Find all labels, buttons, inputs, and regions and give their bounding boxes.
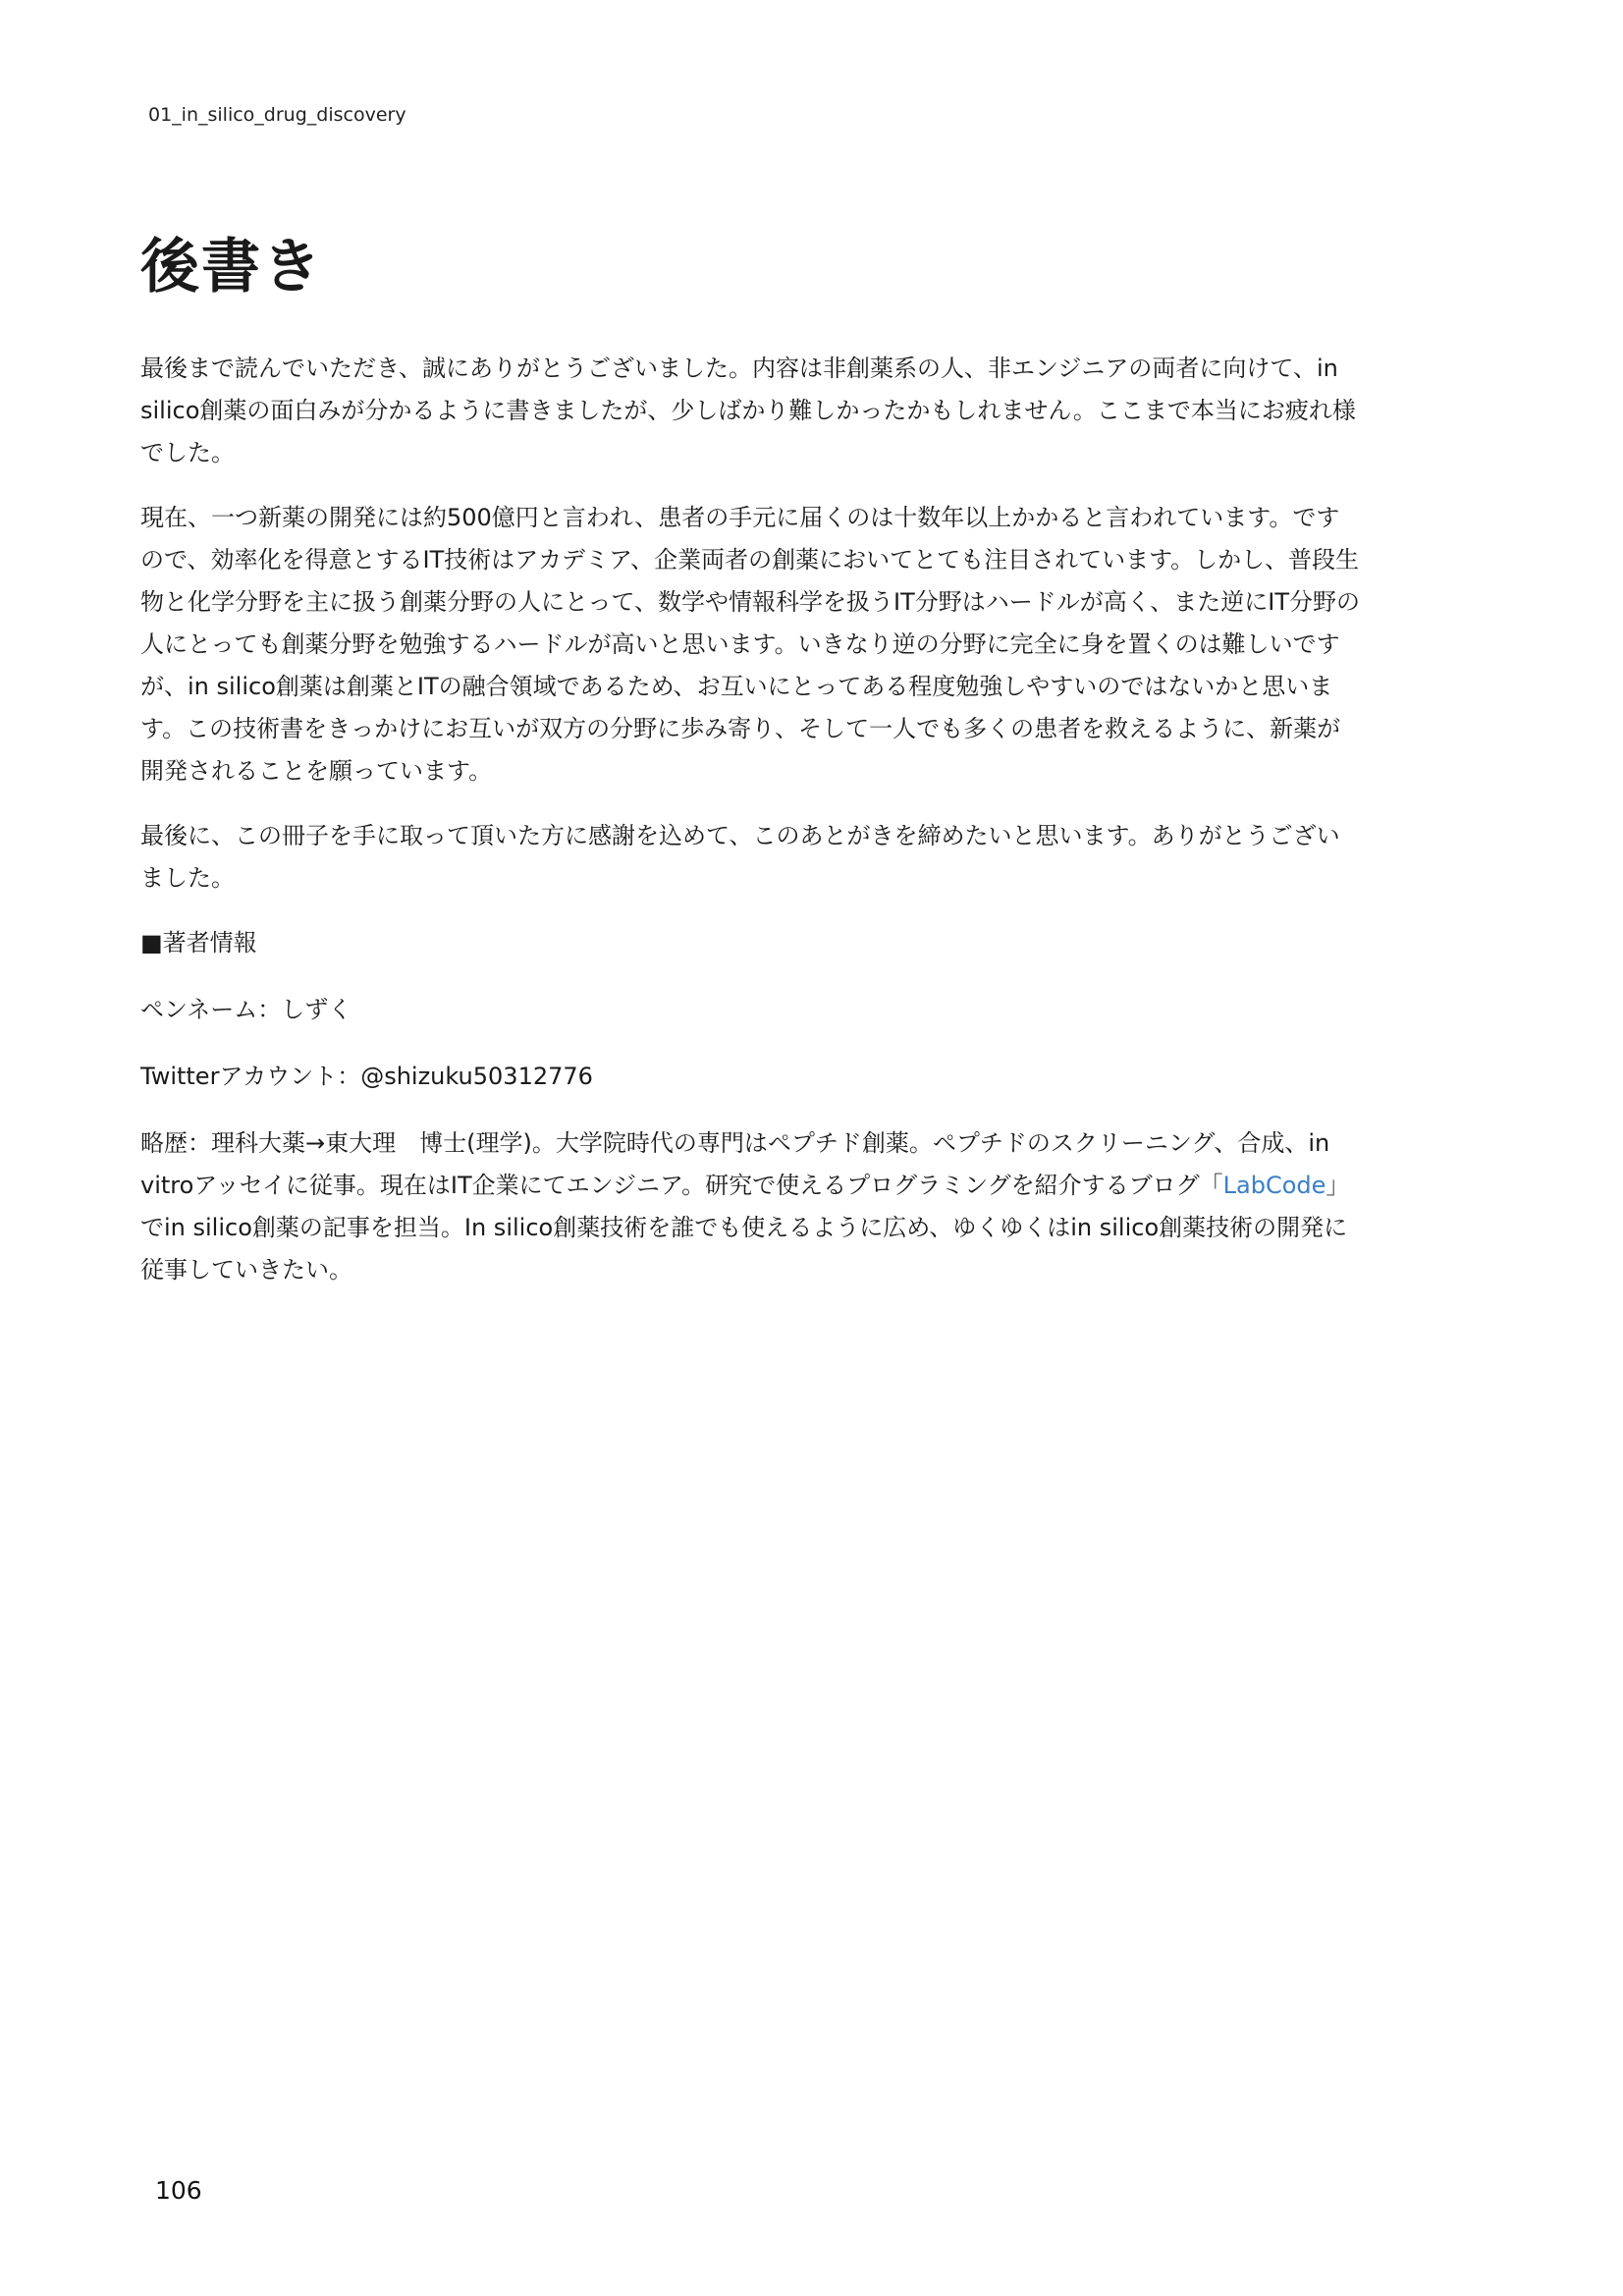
labcode-link[interactable]: LabCode <box>1222 1172 1326 1199</box>
author-info-heading: ■著者情報 <box>140 929 257 957</box>
author-bio-text-after: 」でin silico創薬の記事を担当。In silico創薬技術を誰でも使えるように広め、ゆくゆくはin silico創薬技術の開発に従事していきたい。 <box>140 1172 1350 1284</box>
author-bio-text-before: 略歴：理科大薬→東大理 博士(理学)。大学院時代の専門はペプチド創薬。ペプチドのスクリーニング、合成、in vitroアッセイに従事。現在はIT企業にてエンジニア。研究で使えるプログラミングを紹介するブログ「 <box>140 1129 1330 1199</box>
paragraph-closing: 最後に、この冊子を手に取って頂いた方に感謝を込めて、このあとがきを締めたいと思います。ありがとうございました。 <box>140 822 1340 892</box>
author-pen-name: ペンネーム：しずく <box>140 996 352 1023</box>
paragraph-intro: 最後まで読んでいただき、誠にありがとうございました。内容は非創薬系の人、非エンジニアの両者に向けて、in silico創薬の面白みが分かるように書きましたが、少しばかり難しかったかもしれません。ここまで本当にお疲れ様でした。 <box>140 355 1356 466</box>
author-twitter: Twitterアカウント：@shizuku50312776 <box>140 1063 593 1090</box>
author-bio <box>140 1122 1363 1291</box>
page-title: 後書き <box>140 233 323 301</box>
main-content <box>140 226 1363 1291</box>
running-header: 01_in_silico_drug_discovery <box>148 104 406 126</box>
paragraph-background: 現在、一つ新薬の開発には約500億円と言われ、患者の手元に届くのは十数年以上かかると言われています。ですので、効率化を得意とするIT技術はアカデミア、企業両者の創薬においてとても注目されています。しかし、普段生物と化学分野を主に扱う創薬分野の人にとって、数学や情報科学を扱うIT分野はハードルが高く、また逆にIT分野の人にとっても創薬分野を勉強するハードルが高いと思います。いきなり逆の分野に完全に身を置くのは難しいですが、in silico創薬は創薬とITの融合領域であるため、お互いにとってある程度勉強しやすいのではないかと思います。この技術書をきっかけにお互いが双方の分野に歩み寄り、そして一人でも多くの患者を救えるように、新薬が開発されることを願っています。 <box>140 504 1361 785</box>
page-number: 106 <box>155 2176 202 2205</box>
